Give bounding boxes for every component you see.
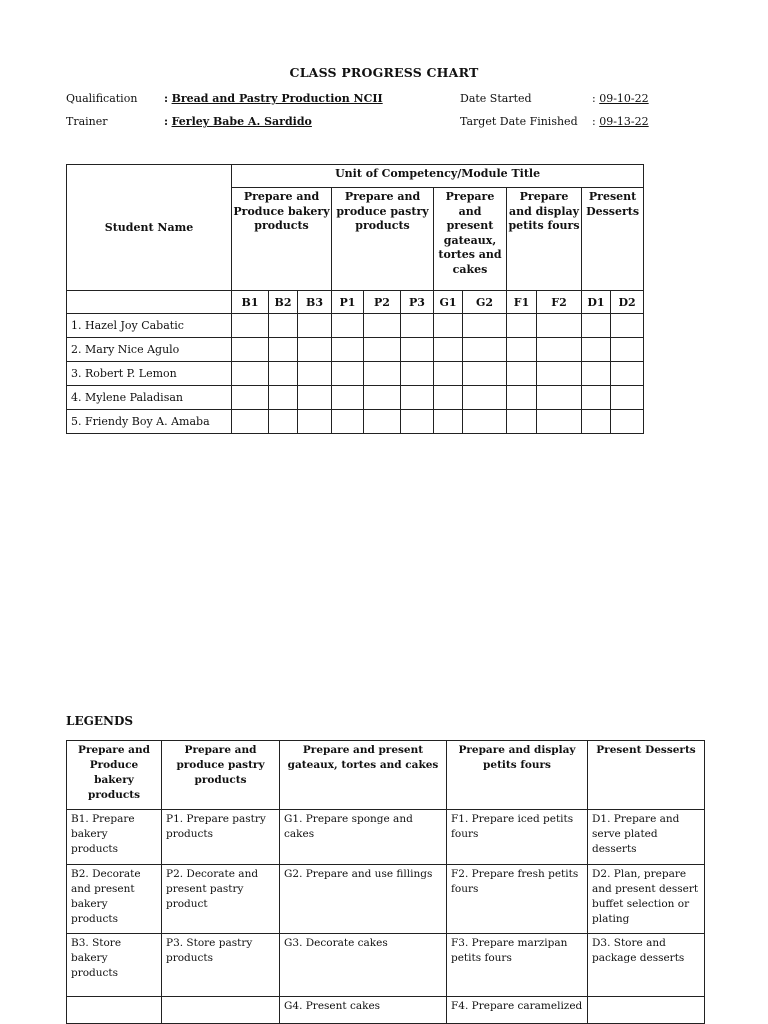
legend-row: [67, 934, 705, 997]
progress-table: [66, 164, 644, 434]
code-cell: D1: [582, 291, 611, 314]
code-cell: B2: [269, 291, 298, 314]
colon: :: [164, 115, 169, 128]
qualification-label: Qualification: [66, 92, 138, 105]
trainer-value: Ferley Babe A. Sardido: [171, 115, 312, 128]
student-name: 2. Mary Nice Agulo: [67, 338, 232, 362]
legend-cell: [67, 997, 162, 1024]
module-desserts-header: Present Desserts: [582, 188, 644, 291]
unit-header: Unit of Competency/Module Title: [232, 165, 644, 188]
legend-cell: P1. Prepare pastry products: [162, 810, 280, 865]
legend-cell: B1. Prepare bakery products: [67, 810, 162, 865]
trainer-row: [164, 115, 312, 128]
legend-cell: G1. Prepare sponge and cakes: [280, 810, 447, 865]
legend-row: [67, 997, 705, 1024]
student-row: [67, 386, 644, 410]
legend-cell: P3. Store pastry products: [162, 934, 280, 997]
student-name-header: Student Name: [67, 165, 232, 291]
legend-cell: B3. Store bakery products: [67, 934, 162, 997]
legend-header: Present Desserts: [588, 741, 705, 810]
code-cell: F1: [507, 291, 537, 314]
legends-table: [66, 740, 705, 1024]
qualification-value: Bread and Pastry Production NCII: [171, 92, 383, 105]
legend-cell: D1. Prepare and serve plated desserts: [588, 810, 705, 865]
legend-cell: G3. Decorate cakes: [280, 934, 447, 997]
legend-cell: F3. Prepare marzipan petits fours: [447, 934, 588, 997]
module-petits-fours-header: Prepare and display petits fours: [507, 188, 582, 291]
code-cell: D2: [611, 291, 644, 314]
legend-header: Prepare and Produce bakery products: [67, 741, 162, 810]
legend-cell: [162, 997, 280, 1024]
student-name: 3. Robert P. Lemon: [67, 362, 232, 386]
module-bakery-header: Prepare and Produce bakery products: [232, 188, 332, 291]
target-date-label: Target Date Finished: [460, 115, 578, 128]
legends-title: LEGENDS: [66, 714, 134, 728]
code-cell: G2: [463, 291, 507, 314]
legend-cell: G4. Present cakes: [280, 997, 447, 1024]
legend-cell: B2. Decorate and present bakery products: [67, 865, 162, 934]
legend-cell: D2. Plan, prepare and present dessert buffet selection or plating: [588, 865, 705, 934]
date-started-value: 09-10-22: [599, 92, 649, 105]
legend-header: Prepare and present gateaux, tortes and cakes: [280, 741, 447, 810]
code-cell: P2: [364, 291, 401, 314]
qualification-row: [164, 92, 383, 105]
legend-header: Prepare and display petits fours: [447, 741, 588, 810]
code-row-blank: [67, 291, 232, 314]
code-cell: B3: [298, 291, 332, 314]
target-date-row: [592, 115, 649, 128]
legend-header: Prepare and produce pastry products: [162, 741, 280, 810]
student-row: [67, 410, 644, 434]
legend-row: [67, 810, 705, 865]
code-cell: F2: [537, 291, 582, 314]
legend-cell: F2. Prepare fresh petits fours: [447, 865, 588, 934]
page-title: CLASS PROGRESS CHART: [289, 65, 479, 80]
colon: :: [592, 92, 596, 105]
student-name: 5. Friendy Boy A. Amaba: [67, 410, 232, 434]
trainer-label: Trainer: [66, 115, 108, 128]
legend-cell: P2. Decorate and present pastry product: [162, 865, 280, 934]
student-name: 4. Mylene Paladisan: [67, 386, 232, 410]
code-cell: B1: [232, 291, 269, 314]
legend-cell: F4. Prepare caramelized: [447, 997, 588, 1024]
legend-cell: F1. Prepare iced petits fours: [447, 810, 588, 865]
colon: :: [164, 92, 169, 105]
colon: :: [592, 115, 596, 128]
student-row: [67, 362, 644, 386]
code-row: [67, 291, 644, 314]
code-cell: G1: [434, 291, 463, 314]
date-started-label: Date Started: [460, 92, 532, 105]
code-cell: P1: [332, 291, 364, 314]
student-row: [67, 338, 644, 362]
module-gateaux-header: Prepare and present gateaux, tortes and cakes: [434, 188, 507, 291]
module-pastry-header: Prepare and produce pastry products: [332, 188, 434, 291]
legend-row: [67, 865, 705, 934]
legend-cell: D3. Store and package desserts: [588, 934, 705, 997]
legend-cell: G2. Prepare and use fillings: [280, 865, 447, 934]
student-row: [67, 314, 644, 338]
legend-header-row: [67, 741, 705, 810]
target-date-value: 09-13-22: [599, 115, 649, 128]
legend-cell: [588, 997, 705, 1024]
code-cell: P3: [401, 291, 434, 314]
student-name: 1. Hazel Joy Cabatic: [67, 314, 232, 338]
date-started-row: [592, 92, 649, 105]
